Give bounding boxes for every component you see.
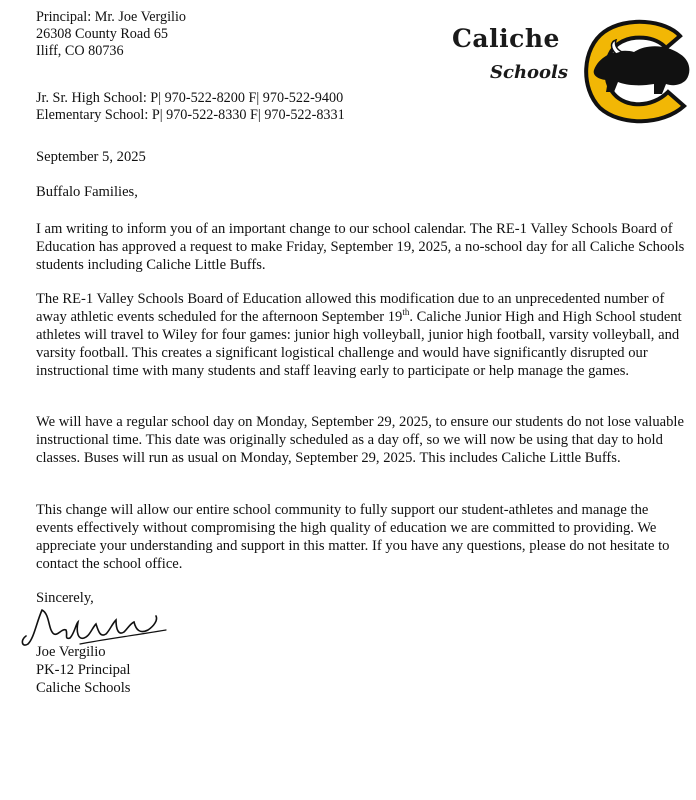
logo-title: Caliche bbox=[452, 24, 560, 53]
principal-line: Principal: Mr. Joe Vergilio bbox=[36, 9, 187, 25]
buffalo-logo-icon bbox=[576, 14, 694, 126]
logo-subtitle: Schools bbox=[490, 62, 569, 83]
elementary-phone-line: Elementary School: P| 970-522-8330 F| 970-522-8331 bbox=[36, 107, 345, 123]
letter-date: September 5, 2025 bbox=[36, 149, 146, 165]
address-line-2: Iliff, CO 80736 bbox=[36, 43, 124, 59]
paragraph-2-part-2: . Caliche Junior High and High School student athletes will travel to Wiley for four games: junior high volleyball, junior high football, varsity volleyball, and varsity football. This creates a significant logistical challenge and would have significantly disrupted our instructional time with many students and staff leaving early to participate or help manage the games. bbox=[36, 309, 682, 379]
closing-sincerely: Sincerely, bbox=[36, 590, 94, 606]
signer-title: PK-12 Principal bbox=[36, 662, 131, 678]
signer-name: Joe Vergilio bbox=[36, 644, 106, 660]
signer-organization: Caliche Schools bbox=[36, 680, 131, 696]
paragraph-2-superscript: th bbox=[402, 307, 410, 318]
salutation: Buffalo Families, bbox=[36, 184, 138, 200]
paragraph-1: I am writing to inform you of an important change to our school calendar. The RE-1 Valley Schools Board of Education has approved a request to make Friday, September 19, 2025, a no-school day for all Caliche Schools students including Caliche Little Buffs. bbox=[36, 221, 685, 273]
paragraph-2-part-1: The RE-1 Valley Schools Board of Education allowed this modification due to an unprecedented number of away athletic events scheduled for the afternoon September 19 bbox=[36, 291, 665, 325]
jr-sr-phone-line: Jr. Sr. High School: P| 970-522-8200 F| 970-522-9400 bbox=[36, 90, 344, 106]
paragraph-3: We will have a regular school day on Monday, September 29, 2025, to ensure our students do not lose valuable instructional time. This date was originally scheduled as a day off, so we will now be using that day to hold classes. Buses will run as usual on Monday, September 29, 2025. This includes Caliche Little Buffs. bbox=[36, 414, 684, 466]
address-line-1: 26308 County Road 65 bbox=[36, 26, 169, 42]
paragraph-2 bbox=[36, 290, 686, 380]
paragraph-4: This change will allow our entire school community to fully support our student-athletes and manage the events effectively without compromising the high quality of education we are committed to providing. We appreciate your understanding and support in this matter. If you have any questions, please do not hesitate to contact the school office. bbox=[36, 502, 670, 572]
